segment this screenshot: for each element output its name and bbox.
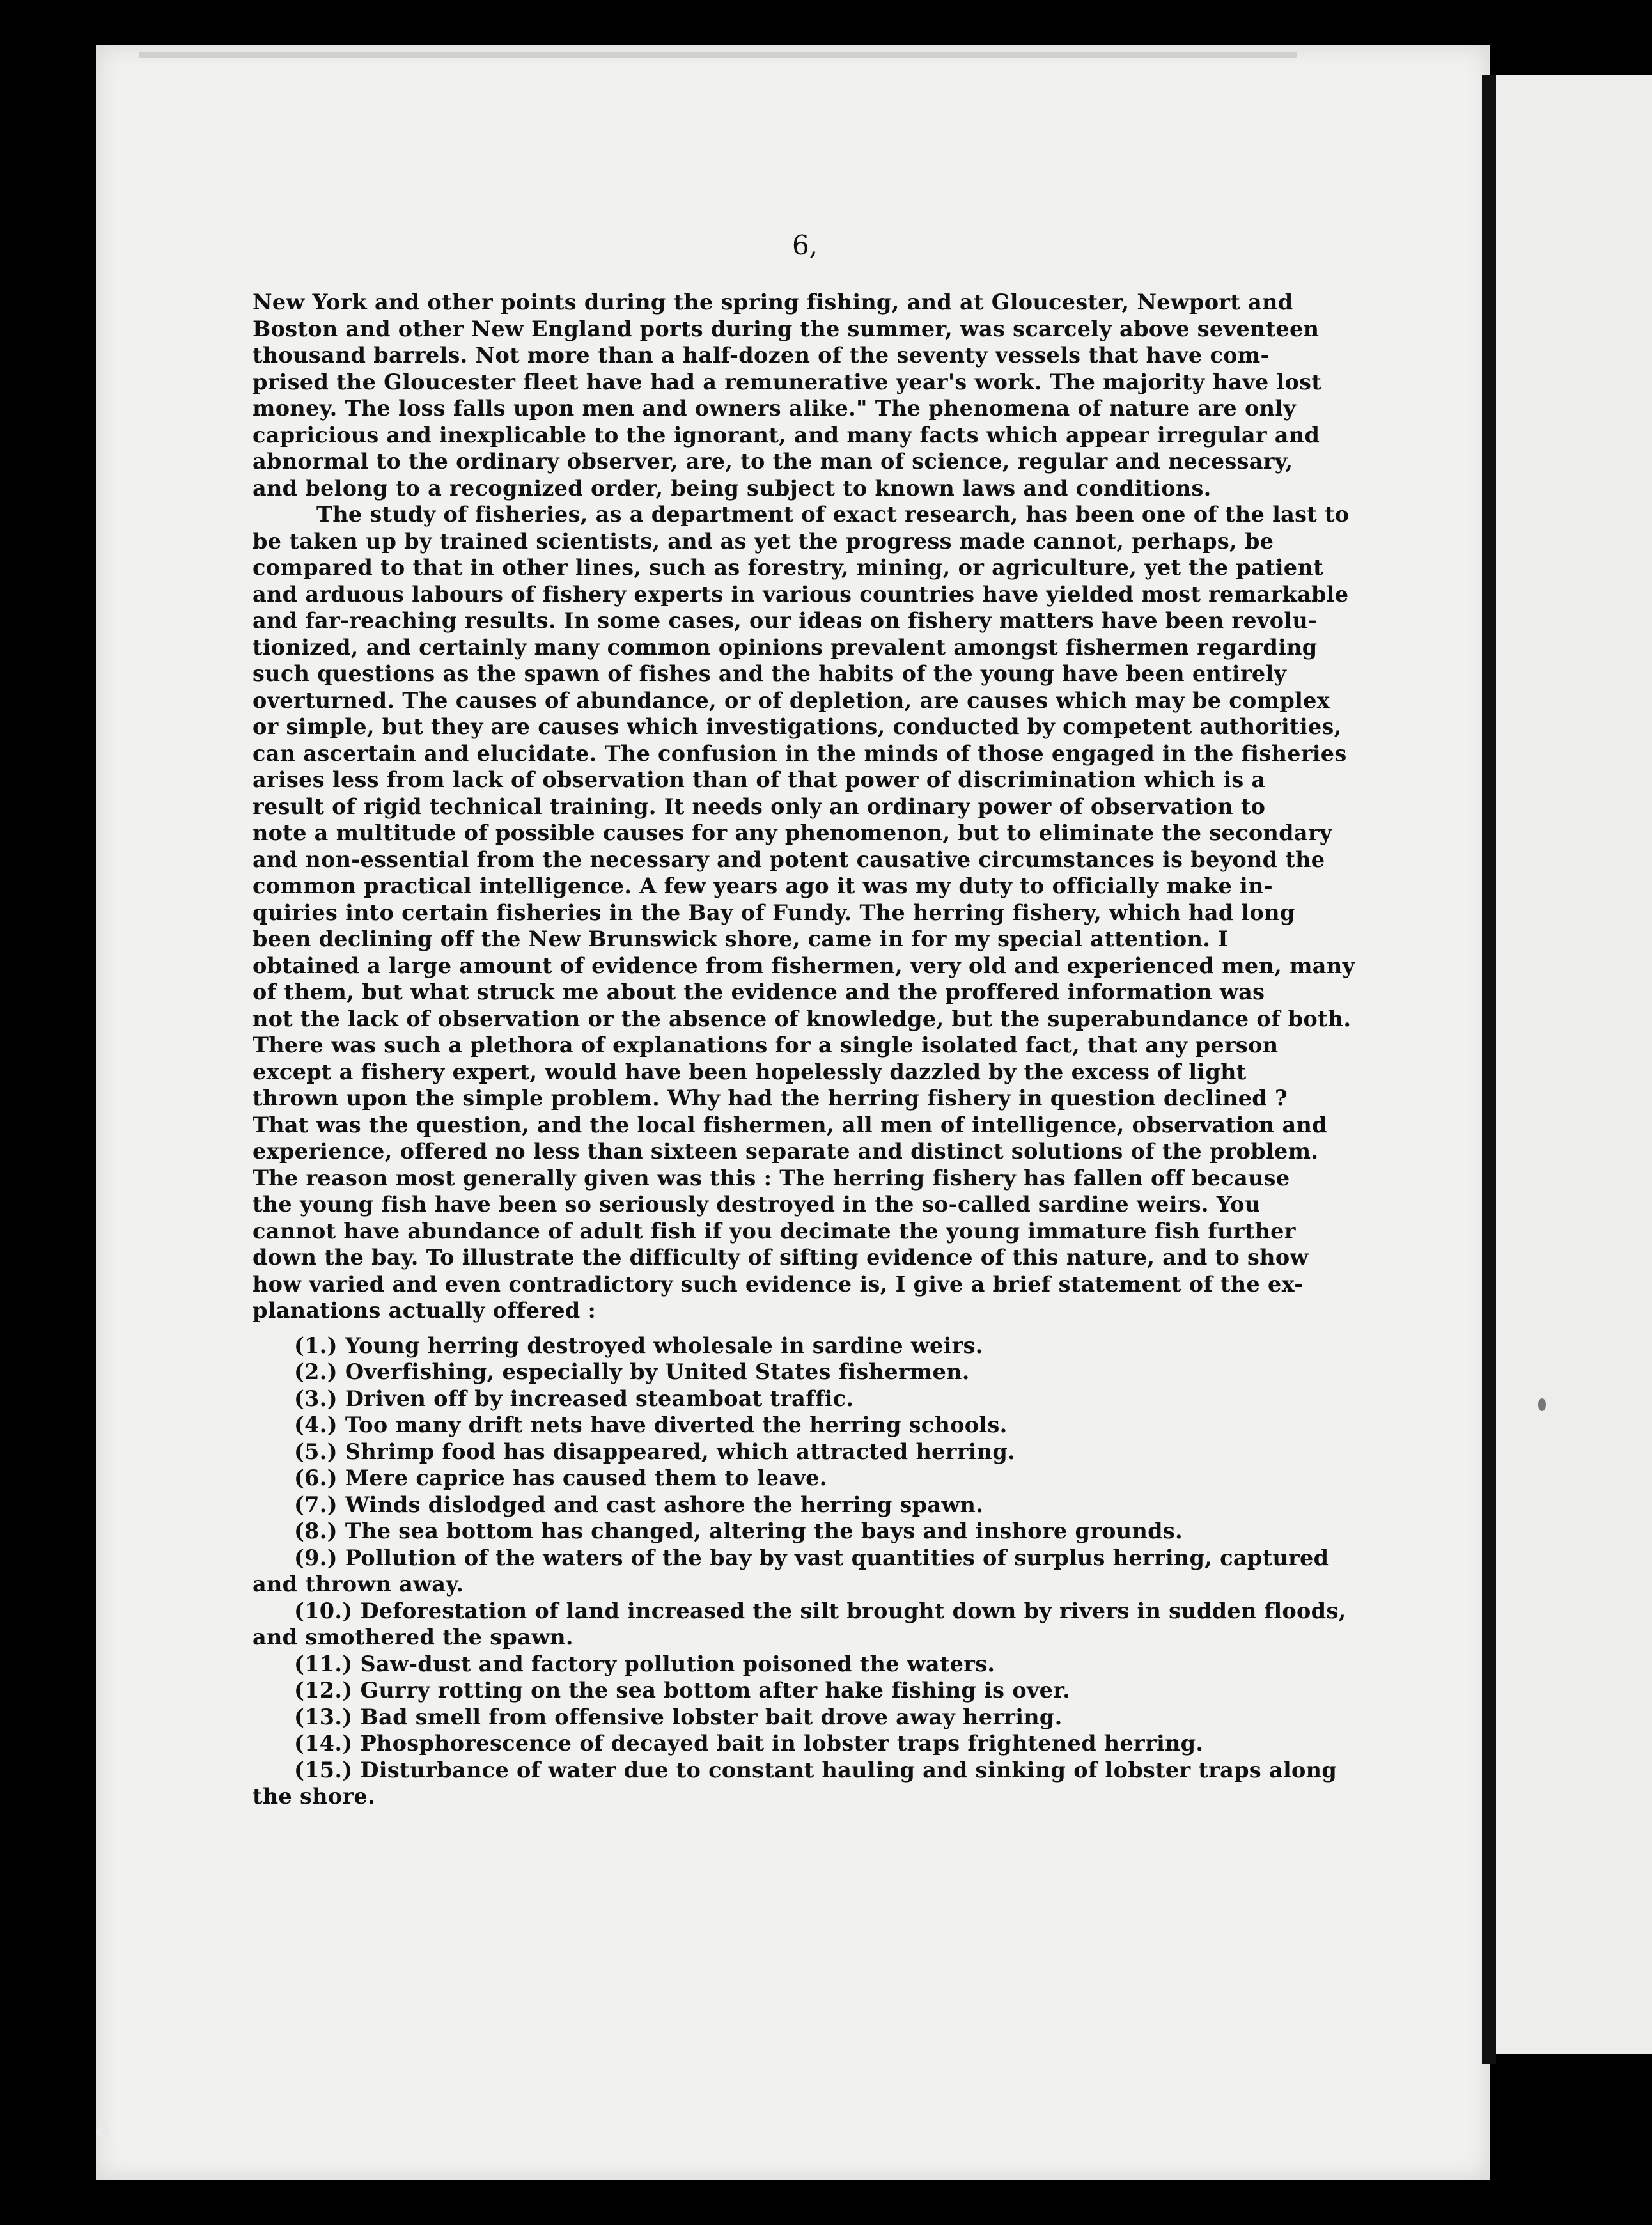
page-top-edge [139, 52, 1297, 58]
list-item-line: (14.) Phosphorescence of decayed bait in lobster traps frightened herring. [294, 1731, 1204, 1756]
list-item [253, 1598, 1346, 1651]
list-item [253, 1545, 1329, 1598]
list-item-line: (12.) Gurry rotting on the sea bottom after hake fishing is over. [294, 1678, 1071, 1703]
text-line: New York and other points during the spring fishing, and at Gloucester, Newport and [253, 290, 1293, 315]
text-line: can ascertain and elucidate. The confusion in the minds of those engaged in the fisheries [253, 740, 1347, 766]
paragraph-1 [253, 289, 1322, 501]
list-item [253, 1412, 1314, 1439]
text-line: capricious and inexplicable to the ignorant, and many facts which appear irregular and [253, 422, 1320, 448]
text-line: There was such a plethora of explanations for a single isolated fact, that any person [253, 1033, 1279, 1058]
list-item-line: (13.) Bad smell from offensive lobster bait drove away herring. [294, 1704, 1063, 1729]
text-line: or simple, but they are causes which investigations, conducted by competent authorities, [253, 714, 1342, 739]
text-line: thrown upon the simple problem. Why had the herring fishery in question declined ? [253, 1086, 1288, 1111]
text-line: prised the Gloucester fleet have had a remunerative year's work. The majority have lost [253, 369, 1322, 394]
list-item-line: (5.) Shrimp food has disappeared, which attracted herring. [294, 1439, 1016, 1464]
text-line: note a multitude of possible causes for any phenomenon, but to eliminate the secondary [253, 820, 1332, 845]
text-line: be taken up by trained scientists, and as yet the progress made cannot, perhaps, be [253, 528, 1274, 554]
text-line: such questions as the spawn of fishes and the habits of the young have been entirely [253, 661, 1287, 686]
text-line: quiries into certain fisheries in the Bay of Fundy. The herring fishery, which had long [253, 900, 1295, 925]
text-line: and non-essential from the necessary and potent causative circumstances is beyond the [253, 847, 1325, 872]
list-item [253, 1757, 1337, 1810]
list-item [253, 1386, 1314, 1412]
list-item-line: (8.) The sea bottom has changed, altering the bays and inshore grounds. [294, 1518, 1183, 1543]
text-line: Boston and other New England ports during the summer, was scarcely above seventeen [253, 316, 1320, 341]
text-line: and belong to a recognized order, being subject to known laws and conditions. [253, 475, 1212, 501]
text-line: abnormal to the ordinary observer, are, to the man of science, regular and necessary, [253, 449, 1293, 474]
list-item-line: (2.) Overfishing, especially by United States fishermen. [294, 1359, 970, 1384]
text-line: money. The loss falls upon men and owners alike." The phenomena of nature are only [253, 396, 1297, 421]
list-item [253, 1465, 1314, 1492]
text-line: compared to that in other lines, such as forestry, mining, or agriculture, yet the patient [253, 555, 1323, 580]
list-item-line: the shore. [253, 1784, 375, 1809]
text-line: the young fish have been so seriously destroyed in the so-called sardine weirs. You [253, 1192, 1261, 1217]
explanations-list [253, 1332, 1346, 1810]
text-line: The study of fisheries, as a department of exact research, has been one of the last to [316, 502, 1350, 527]
text-line: of them, but what struck me about the evidence and the proffered information was [253, 980, 1265, 1004]
list-item [253, 1439, 1314, 1465]
text-line: cannot have abundance of adult fish if you decimate the young immature fish further [253, 1218, 1296, 1244]
text-line: obtained a large amount of evidence from fishermen, very old and experienced men, many [253, 953, 1355, 978]
list-item-line: (11.) Saw-dust and factory pollution poisoned the waters. [294, 1651, 995, 1676]
text-line: and arduous labours of fishery experts in various countries have yielded most remarkable [253, 581, 1349, 607]
text-line: how varied and even contradictory such evidence is, I give a brief statement of the ex- [253, 1271, 1304, 1297]
page-number: 6, [791, 230, 818, 261]
list-item [253, 1359, 1314, 1386]
ink-blot [1538, 1398, 1546, 1411]
list-item-line: (1.) Young herring destroyed wholesale in sardine weirs. [294, 1332, 983, 1358]
list-item-line: (9.) Pollution of the waters of the bay by vast quantities of surplus herring, captured [294, 1545, 1329, 1570]
text-line: and far-reaching results. In some cases, our ideas on fishery matters have been revolu- [253, 608, 1318, 633]
paragraph-2 [253, 501, 1355, 1324]
text-line: except a fishery expert, would have been hopelessly dazzled by the excess of light [253, 1059, 1247, 1084]
text-line: The reason most generally given was this : The herring fishery has fallen off because [253, 1165, 1290, 1191]
list-item [253, 1704, 1314, 1731]
list-item-line: (7.) Winds dislodged and cast ashore the herring spawn. [294, 1492, 984, 1517]
text-line: been declining off the New Brunswick shore, came in for my special attention. I [253, 926, 1229, 951]
text-line: That was the question, and the local fishermen, all men of intelligence, observation and [253, 1112, 1327, 1137]
text-line: thousand barrels. Not more than a half-dozen of the seventy vessels that have com- [253, 343, 1270, 368]
text-line: tionized, and certainly many common opinions prevalent amongst fishermen regarding [253, 634, 1318, 660]
list-item [253, 1332, 1314, 1359]
list-item-line: and thrown away. [253, 1572, 464, 1597]
list-item-line: (3.) Driven off by increased steamboat traffic. [294, 1386, 854, 1411]
list-item-line: (15.) Disturbance of water due to constant hauling and sinking of lobster traps along [294, 1757, 1337, 1783]
list-item [253, 1730, 1314, 1757]
text-line: common practical intelligence. A few years ago it was my duty to officially make in- [253, 873, 1273, 898]
text-line: result of rigid technical training. It needs only an ordinary power of observation to [253, 793, 1266, 819]
list-item-line: (10.) Deforestation of land increased the silt brought down by rivers in sudden floods, [294, 1598, 1346, 1623]
text-line: experience, offered no less than sixteen separate and distinct solutions of the problem. [253, 1139, 1319, 1164]
corner-blot [96, 2125, 110, 2138]
text-line: down the bay. To illustrate the difficulty of sifting evidence of this nature, and to show [253, 1245, 1309, 1270]
list-item [253, 1677, 1314, 1704]
text-line: arises less from lack of observation than of that power of discrimination which is a [253, 767, 1266, 792]
body-text [253, 289, 1355, 1810]
list-item [253, 1651, 1314, 1678]
list-item-line: and smothered the spawn. [253, 1625, 573, 1650]
list-item [253, 1492, 1314, 1518]
text-line: not the lack of observation or the absence of knowledge, but the superabundance of both. [253, 1006, 1352, 1031]
text-line: planations actually offered : [253, 1298, 596, 1323]
facing-page [1496, 75, 1652, 2054]
list-item-line: (6.) Mere caprice has caused them to leave. [294, 1465, 827, 1490]
page-gutter [1482, 75, 1496, 2064]
list-item-line: (4.) Too many drift nets have diverted the herring schools. [294, 1412, 1008, 1437]
text-line: overturned. The causes of abundance, or of depletion, are causes which may be complex [253, 687, 1330, 713]
list-item [253, 1518, 1314, 1545]
